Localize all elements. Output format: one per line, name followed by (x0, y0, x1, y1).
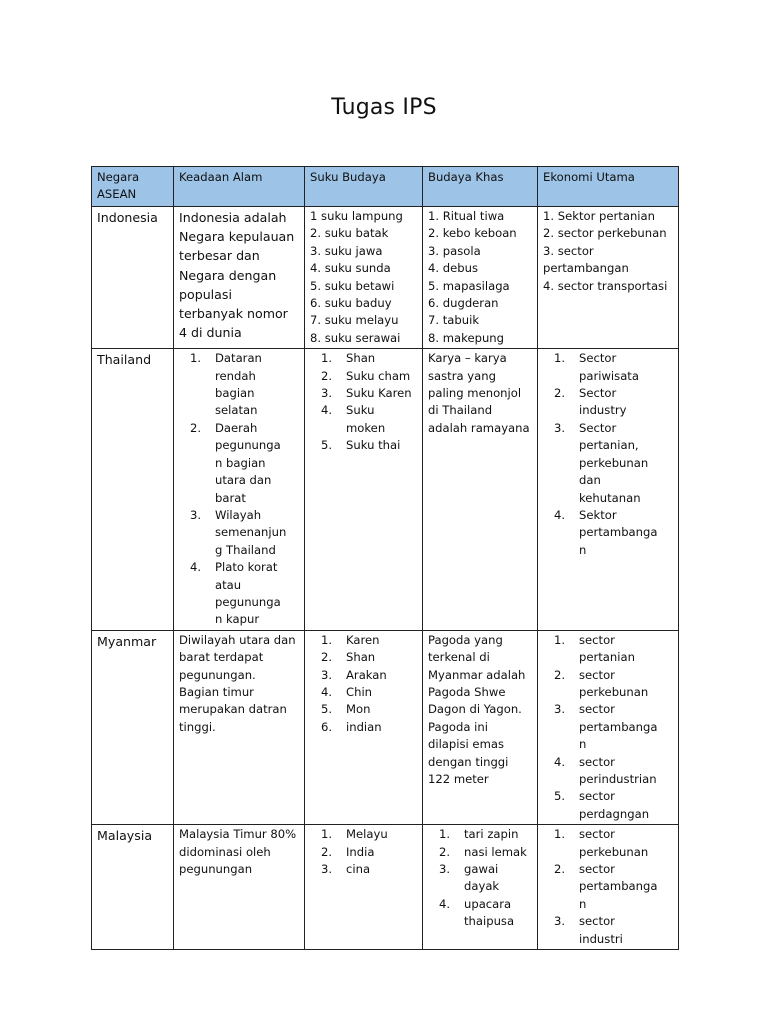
list-item: 6. indian (320, 719, 382, 734)
list-item: 2. Sector industry (553, 386, 627, 418)
list-item: 3. cina (320, 862, 371, 877)
list-item: 1. sector pertanian (553, 632, 635, 665)
suku-list (310, 632, 417, 736)
list-item: 3. sector pertambangan (553, 702, 658, 752)
list-item: 5. mapasilaga (428, 278, 510, 293)
cell-suku-budaya (305, 207, 423, 349)
header-budaya-khas: Budaya Khas (423, 167, 538, 207)
list-item: 3. pasola (428, 243, 481, 258)
cell-ekonomi-utama (538, 349, 679, 631)
list-item: 3. Sector pertanian, perkebunan dan kehutanan (553, 420, 649, 505)
list-item: 7. suku melayu (310, 313, 399, 328)
ips-table (91, 166, 679, 950)
alam-list (179, 350, 299, 629)
cell-negara: Thailand (92, 349, 174, 631)
list-item: 1. tari zapin (438, 827, 519, 842)
list-item: 1. Karen (320, 632, 380, 647)
table-header-row (92, 167, 679, 207)
cell-ekonomi-utama (538, 825, 679, 950)
list-item: 1. Shan (320, 351, 376, 366)
budaya-list (428, 826, 532, 930)
list-item: 4. debus (428, 261, 478, 276)
list-item: 3. suku jawa (310, 243, 383, 258)
list-item: 1. Melayu (320, 827, 388, 842)
list-item: 1 suku lampung (310, 209, 403, 223)
ekonomi-list (543, 632, 673, 823)
header-keadaan-alam: Keadaan Alam (174, 167, 305, 207)
table-row (92, 825, 679, 950)
list-item: 6. dugderan (428, 296, 499, 311)
list-item: 3. Arakan (320, 667, 387, 682)
cell-keadaan-alam: Malaysia Timur 80% didominasi oleh pegunungan (174, 825, 305, 950)
page-title: Tugas IPS (331, 95, 437, 120)
list-item: 4. sector perindustrian (553, 754, 657, 786)
cell-budaya-khas: Karya – karya sastra yang paling menonjol di Thailand adalah ramayana (423, 349, 538, 631)
cell-budaya-khas (423, 825, 538, 950)
table-row (92, 349, 679, 631)
ekonomi-list (543, 208, 673, 295)
cell-keadaan-alam: Diwilayah utara dan barat terdapat pegunungan. Bagian timur merupakan datran tinggi. (174, 630, 305, 824)
list-item: 4. Plato korat atau pegunungan kapur (189, 560, 281, 627)
cell-negara: Indonesia (92, 207, 174, 349)
list-item: 2. sector perkebunan (543, 226, 667, 241)
list-item: 3. Wilayah semenanjung Thailand (189, 507, 287, 557)
list-item: 1. Dataran rendah bagian selatan (189, 351, 262, 418)
list-item: 4. sector transportasi (543, 278, 668, 293)
cell-keadaan-alam: Indonesia adalah Negara kepulauan terbesar dan Negara dengan populasi terbanyak nomor 4 di dunia (174, 207, 305, 349)
list-item: 8. makepung (428, 330, 504, 345)
list-item: 7. tabuik (428, 313, 480, 328)
list-item: 1. Sektor pertanian (543, 209, 655, 223)
list-item: 1. Sector pariwisata (553, 351, 639, 383)
list-item: 3. Suku Karen (320, 386, 412, 401)
list-item: 4. Sektor pertambangan (553, 507, 658, 557)
list-item: 2. Suku cham (320, 368, 411, 383)
suku-list (310, 208, 417, 347)
list-item: 5. Mon (320, 702, 371, 717)
table-row (92, 207, 679, 349)
header-suku-budaya: Suku Budaya (305, 167, 423, 207)
ekonomi-list (543, 350, 673, 559)
list-item: 2. Daerah pegunungan bagian utara dan barat (189, 420, 281, 505)
cell-suku-budaya (305, 825, 423, 950)
list-item: 1. sector perkebunan (553, 827, 649, 859)
cell-ekonomi-utama (538, 630, 679, 824)
list-item: 5. suku betawi (310, 278, 395, 293)
list-item: 2. suku batak (310, 226, 389, 241)
list-item: 2. sector perkebunan (553, 667, 649, 699)
cell-suku-budaya (305, 630, 423, 824)
list-item: 2. India (320, 844, 375, 859)
suku-list (310, 350, 417, 454)
header-negara: Negara ASEAN (92, 167, 174, 207)
suku-list (310, 826, 417, 878)
cell-negara: Myanmar (92, 630, 174, 824)
list-item: 1. Ritual tiwa (428, 209, 505, 223)
list-item: 2. nasi lemak (438, 844, 527, 859)
ekonomi-list (543, 826, 673, 948)
list-item: 3. sector industri (553, 914, 623, 946)
cell-ekonomi-utama (538, 207, 679, 349)
list-item: 4. Suku moken (320, 403, 386, 435)
list-item: 2. Shan (320, 650, 376, 665)
cell-suku-budaya (305, 349, 423, 631)
cell-keadaan-alam (174, 349, 305, 631)
table-row (92, 630, 679, 824)
list-item: 2. sector pertambangan (553, 862, 658, 911)
cell-budaya-khas (423, 207, 538, 349)
list-item: 4. upacara thaipusa (438, 896, 515, 929)
cell-budaya-khas: Pagoda yang terkenal di Myanmar adalah Pagoda Shwe Dagon di Yagon. Pagoda ini dilapisi emas dengan tinggi 122 meter (423, 630, 538, 824)
list-item: 3. gawai dayak (438, 862, 500, 894)
budaya-list (428, 208, 532, 347)
list-item: 8. suku serawai (310, 330, 401, 345)
list-item: 4. Chin (320, 684, 373, 699)
list-item: 2. kebo keboan (428, 226, 517, 241)
header-ekonomi-utama: Ekonomi Utama (538, 167, 679, 207)
list-item: 5. Suku thai (320, 438, 401, 453)
list-item: 6. suku baduy (310, 296, 392, 311)
list-item: 3. sector pertambangan (543, 243, 629, 276)
list-item: 4. suku sunda (310, 261, 391, 276)
list-item: 5. sector perdagngan (553, 789, 650, 821)
cell-negara: Malaysia (92, 825, 174, 950)
